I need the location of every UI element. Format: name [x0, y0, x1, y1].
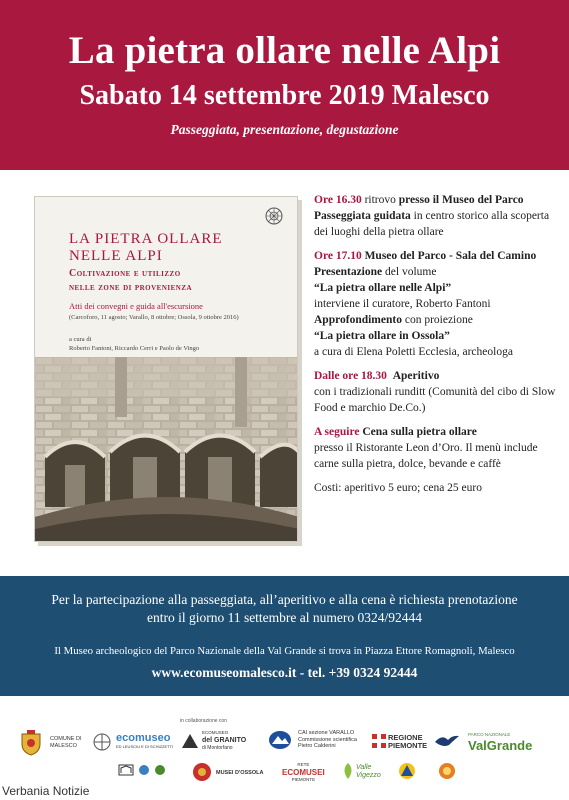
logo-cai-varallo: CAI sezione VARALLO Commissione scientifica Pietro Calderini [298, 730, 357, 749]
logo-musei-ossola: MUSEI D'OSSOLA [216, 770, 264, 776]
header-band [0, 0, 569, 170]
program [314, 192, 562, 504]
logo-regione-piemonte: REGIONE PIEMONTE [388, 733, 428, 750]
ecomuseo-icon [92, 732, 112, 752]
logo-ecomuseo: ecomuseo ED LEUSCIU E DI SCHIZZETTI [116, 732, 174, 749]
book-acts: Atti dei convegni e guida all'escursione (Carcoforo, 11 agosto; Varallo, 8 ottobre; Ossola, 9 ottobre 2016) [69, 301, 239, 321]
logo-valle-vigezzo: Valle Vigezzo [356, 764, 381, 779]
granito-icon [180, 732, 200, 750]
event-date: Sabato 14 settembre 2019 Malesco [79, 80, 490, 111]
musei-ossola-icon [192, 762, 212, 782]
logo-rete-ecomusei: RETE ECOMUSEI PIEMONTE [282, 762, 325, 782]
page-title: La pietra ollare nelle Alpi [68, 29, 501, 72]
cai-icon [268, 730, 292, 750]
program-block-3: Dalle ore 18.30 Aperitivo con i tradizionali runditt (Comunità del cibo di Slow Food e marchio De.Co.) [314, 370, 556, 414]
sun-logo-icon [438, 762, 456, 780]
logo-parco-valgrande: PARCO NAZIONALE ValGrande [468, 732, 533, 753]
program-block-2: Ore 17.10 Museo del Parco - Sala del Camino Presentazione del volume “La pietra ollare nelle Alpi” interviene il curatore, Roberto Fantoni Approfondimento con proiezione “La pietra ollare in Ossola” a cura di Elena Poletti Ecclesia, archeologa [314, 250, 537, 358]
book-curators: a cura di Roberto Fantoni, Riccardo Cerri e Paolo de Vingo [69, 336, 200, 352]
museum-address: Il Museo archeologico del Parco Nazionale della Val Grande si trova in Piazza Ettore Romagnoli, Malesco [54, 645, 515, 657]
logo-comune-malesco: COMUNE DI MALESCO [50, 736, 82, 749]
contact-link[interactable]: www.ecomuseomalesco.it - tel. +39 0324 92444 [151, 665, 418, 680]
program-costs: Costi: aperitivo 5 euro; cena 25 euro [314, 482, 482, 494]
valle-vigezzo-icon [340, 762, 356, 780]
watermark: Verbania Notizie [2, 784, 90, 798]
emblem-icon [265, 207, 283, 225]
partner-logo-icon [138, 764, 150, 776]
unesco-icon [118, 764, 134, 776]
logo-ecomuseo-granito: ECOMUSEO del GRANITO di Montorfano [202, 730, 247, 751]
civil-protection-icon [398, 762, 416, 780]
malesco-crest-icon [20, 730, 42, 756]
program-block-1: Ore 16.30 ritrovo presso il Museo del Parco Passeggiata guidata in centro storico alla scoperta dei luoghi della pietra ollare [314, 194, 550, 238]
event-tagline: Passeggiata, presentazione, degustazione [170, 122, 399, 137]
book-subtitle: Coltivazione e utilizzo nelle zone di provenienza [69, 268, 193, 293]
book-cover [34, 196, 298, 542]
booking-deadline: entro il giorno 11 settembre al numero 0324/92444 [146, 610, 423, 625]
bird-logo-icon [434, 732, 460, 750]
partner-logo-2-icon [154, 764, 166, 776]
booking-info: Per la partecipazione alla passeggiata, all’aperitivo e alla cena è richiesta prenotazione [51, 592, 518, 607]
regione-piemonte-flag-icon [372, 734, 386, 748]
program-block-4: A seguire Cena sulla pietra ollare presso il Ristorante Leon d’Oro. Il menù include carne sulla pietra, dolce, bevande e caffè [314, 426, 538, 470]
info-band [0, 576, 569, 696]
collaboration-label: in collaborazione con [180, 718, 227, 724]
book-title: LA PIETRA OLLARE NELLE ALPI [69, 231, 223, 264]
stone-church-photo [35, 357, 298, 542]
